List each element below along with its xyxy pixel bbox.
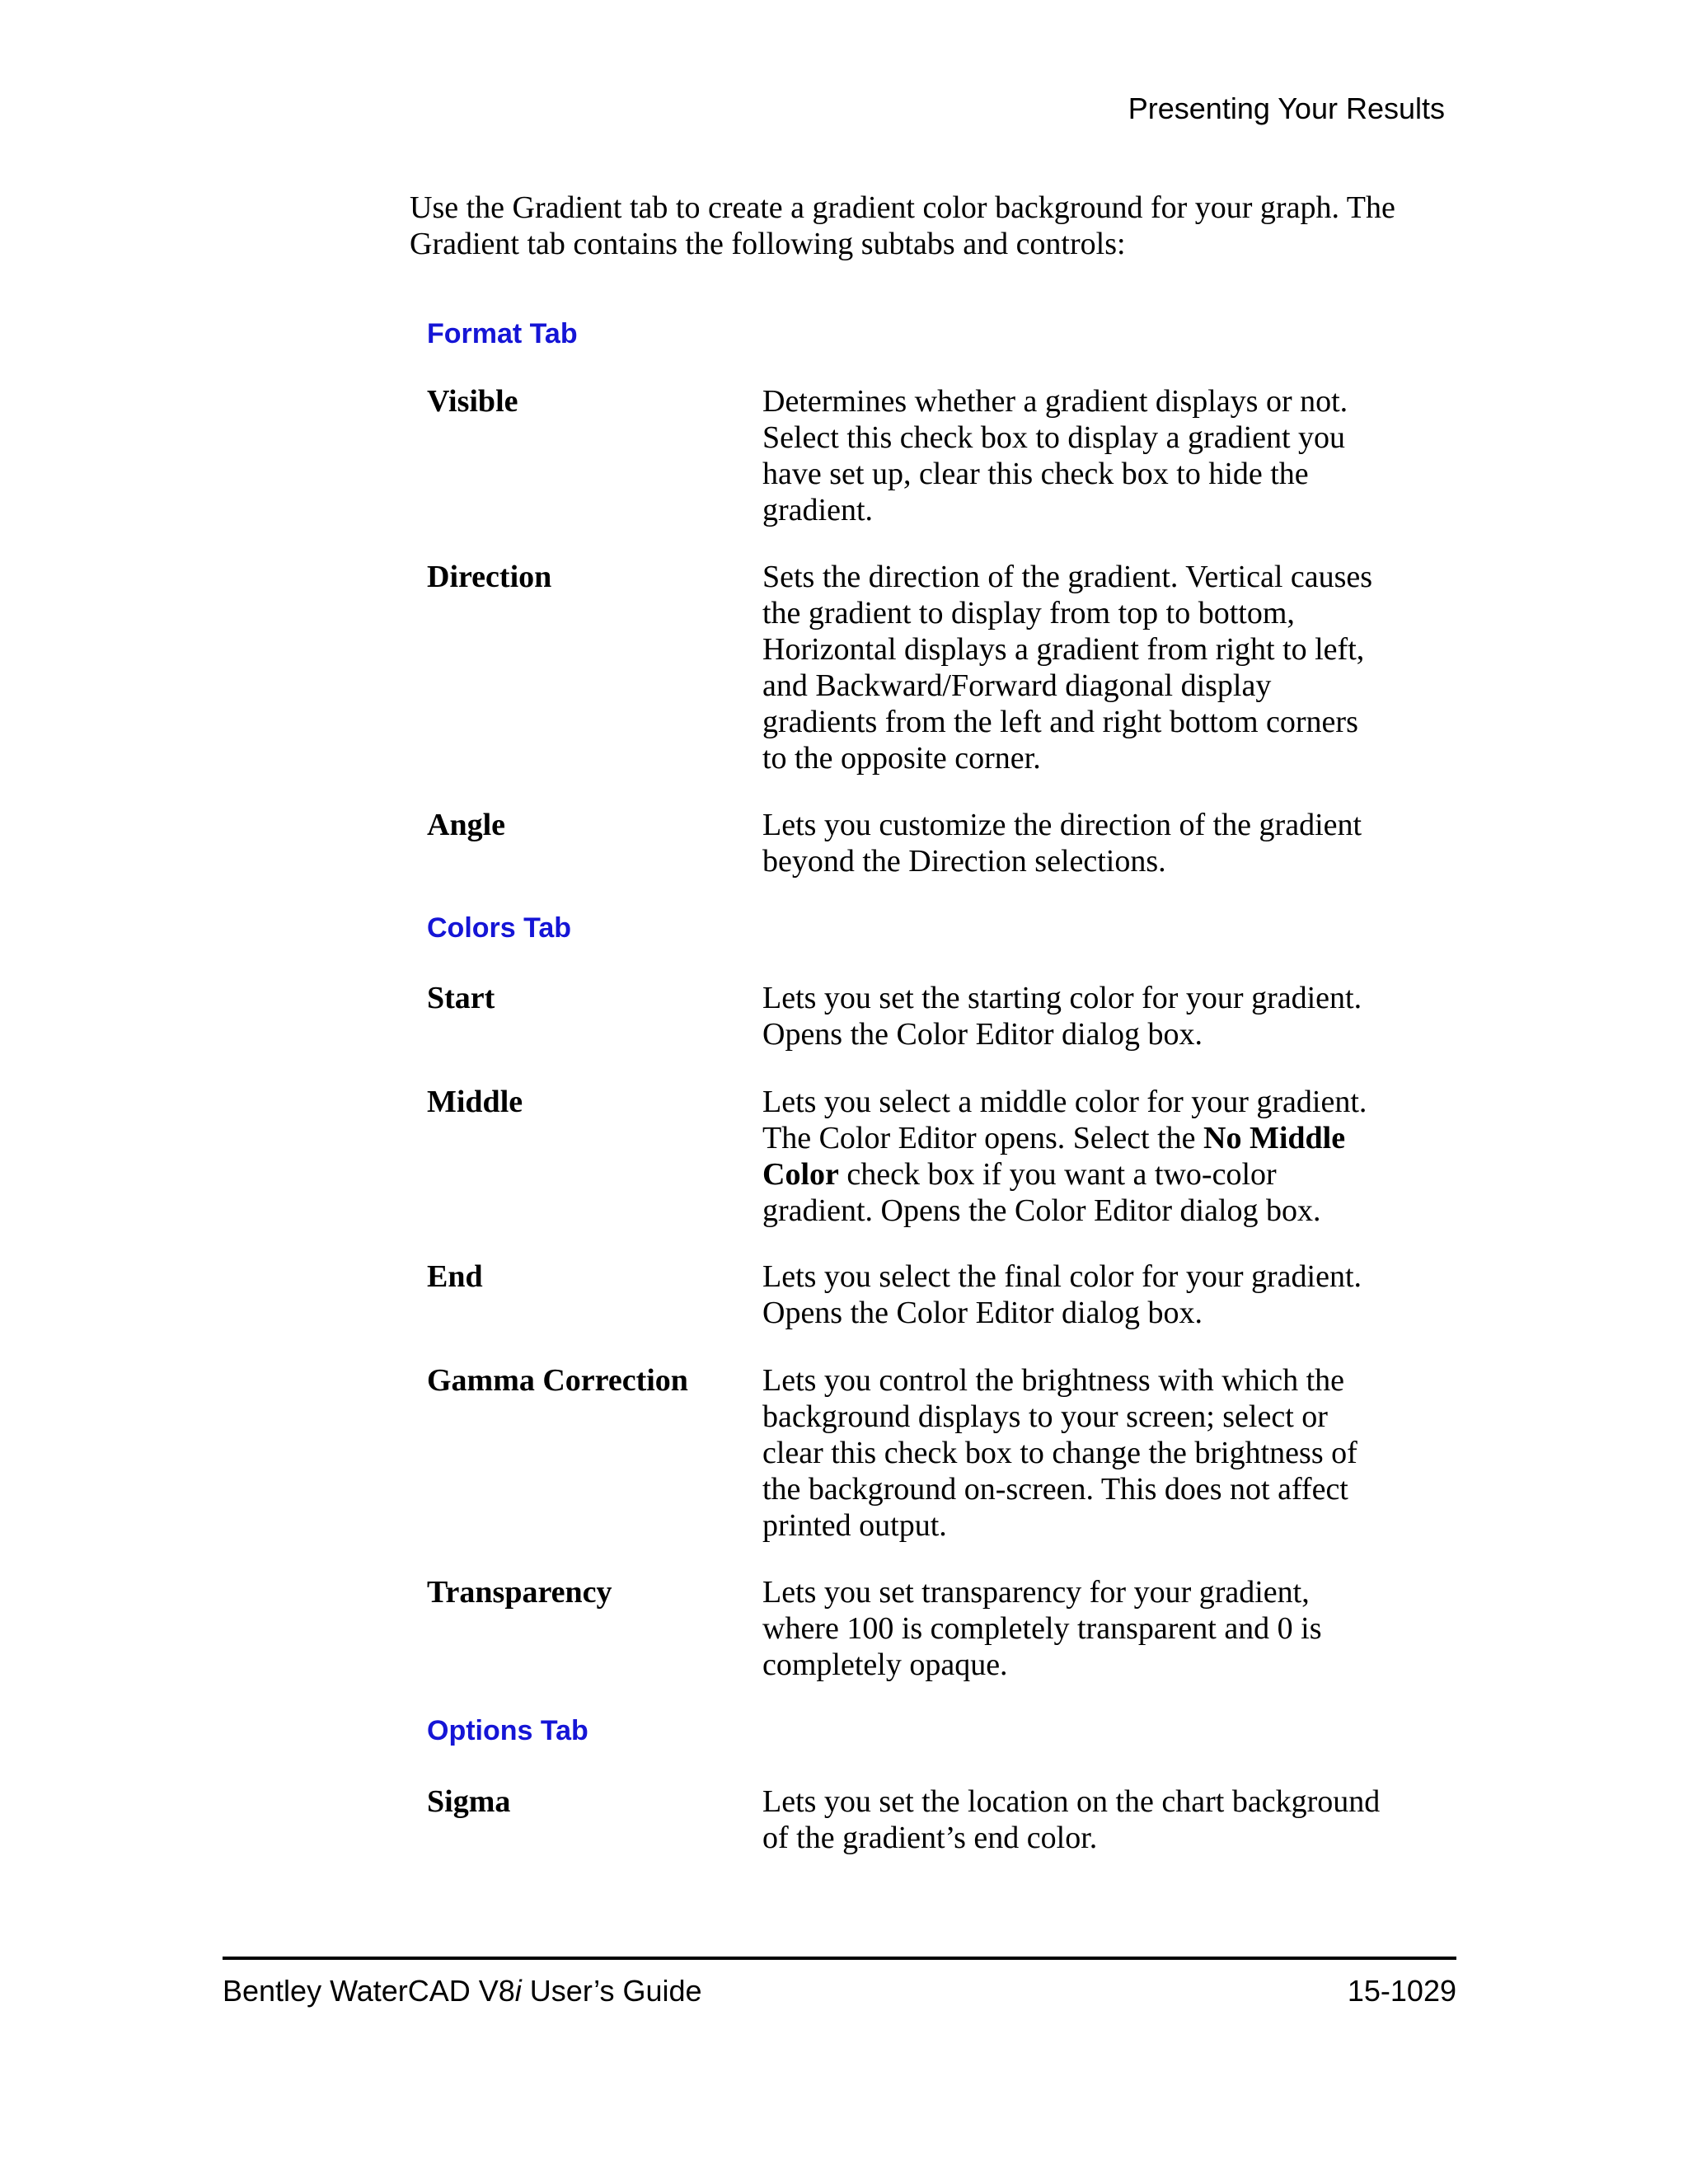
- footer-guide-prefix: Bentley WaterCAD V8: [223, 1974, 515, 2008]
- description-end: Lets you select the final color for your gradient. Opens the Color Editor dialog box.: [762, 1259, 1362, 1330]
- description-middle-text-after: check box if you want a two-color gradient. Opens the Color Editor dialog box.: [762, 1157, 1321, 1228]
- term-direction: Direction: [427, 560, 552, 594]
- section-heading-colors-tab: Colors Tab: [427, 912, 572, 944]
- description-middle-bold-text: No Middle Color: [762, 1121, 1346, 1192]
- description-sigma: Lets you set the location on the chart background of the gradient’s end color.: [762, 1784, 1381, 1855]
- term-sigma: Sigma: [427, 1784, 511, 1819]
- description-visible: Determines whether a gradient displays or not. Select this check box to display a gradient you have set up, clear this check box to hide the gradient.: [762, 384, 1348, 527]
- description-angle: Lets you customize the direction of the gradient beyond the Direction selections.: [762, 808, 1362, 879]
- footer-guide-suffix: User’s Guide: [521, 1974, 702, 2008]
- description-transparency: Lets you set transparency for your gradient, where 100 is completely transparent and 0 is completely opaque.: [762, 1575, 1322, 1682]
- running-header: Presenting Your Results: [1128, 91, 1445, 125]
- description-gamma-correction: Lets you control the brightness with which the background displays to your screen; select or clear this check box to change the brightness of the background on-screen. This does not affect printed output.: [762, 1363, 1357, 1543]
- description-middle: [762, 1084, 1389, 1229]
- section-heading-options-tab: Options Tab: [427, 1715, 588, 1746]
- footer-divider: [223, 1957, 1456, 1960]
- intro-paragraph: Use the Gradient tab to create a gradient color background for your graph. The Gradient tab contains the following subtabs and controls:: [410, 190, 1395, 261]
- term-visible: Visible: [427, 384, 518, 419]
- term-angle: Angle: [427, 808, 505, 842]
- footer-guide-title: [223, 1973, 702, 2009]
- footer-guide-italic: i: [514, 1974, 522, 2008]
- section-heading-format-tab: Format Tab: [427, 318, 578, 349]
- footer-page-number: 15-1029: [1347, 1974, 1456, 2008]
- term-end: End: [427, 1259, 483, 1294]
- term-gamma-correction: Gamma Correction: [427, 1363, 688, 1398]
- term-start: Start: [427, 981, 495, 1015]
- term-transparency: Transparency: [427, 1575, 612, 1610]
- term-middle: Middle: [427, 1085, 523, 1119]
- description-start: Lets you set the starting color for your gradient. Opens the Color Editor dialog box.: [762, 981, 1362, 1052]
- description-direction: Sets the direction of the gradient. Vertical causes the gradient to display from top to bottom, Horizontal displays a gradient from right to left, and Backward/Forward diagonal display gradients from the left and right bottom corners to the opposite corner.: [762, 560, 1373, 776]
- description-middle-text-before: Lets you select a middle color for your gradient. The Color Editor opens. Select the: [762, 1085, 1367, 1155]
